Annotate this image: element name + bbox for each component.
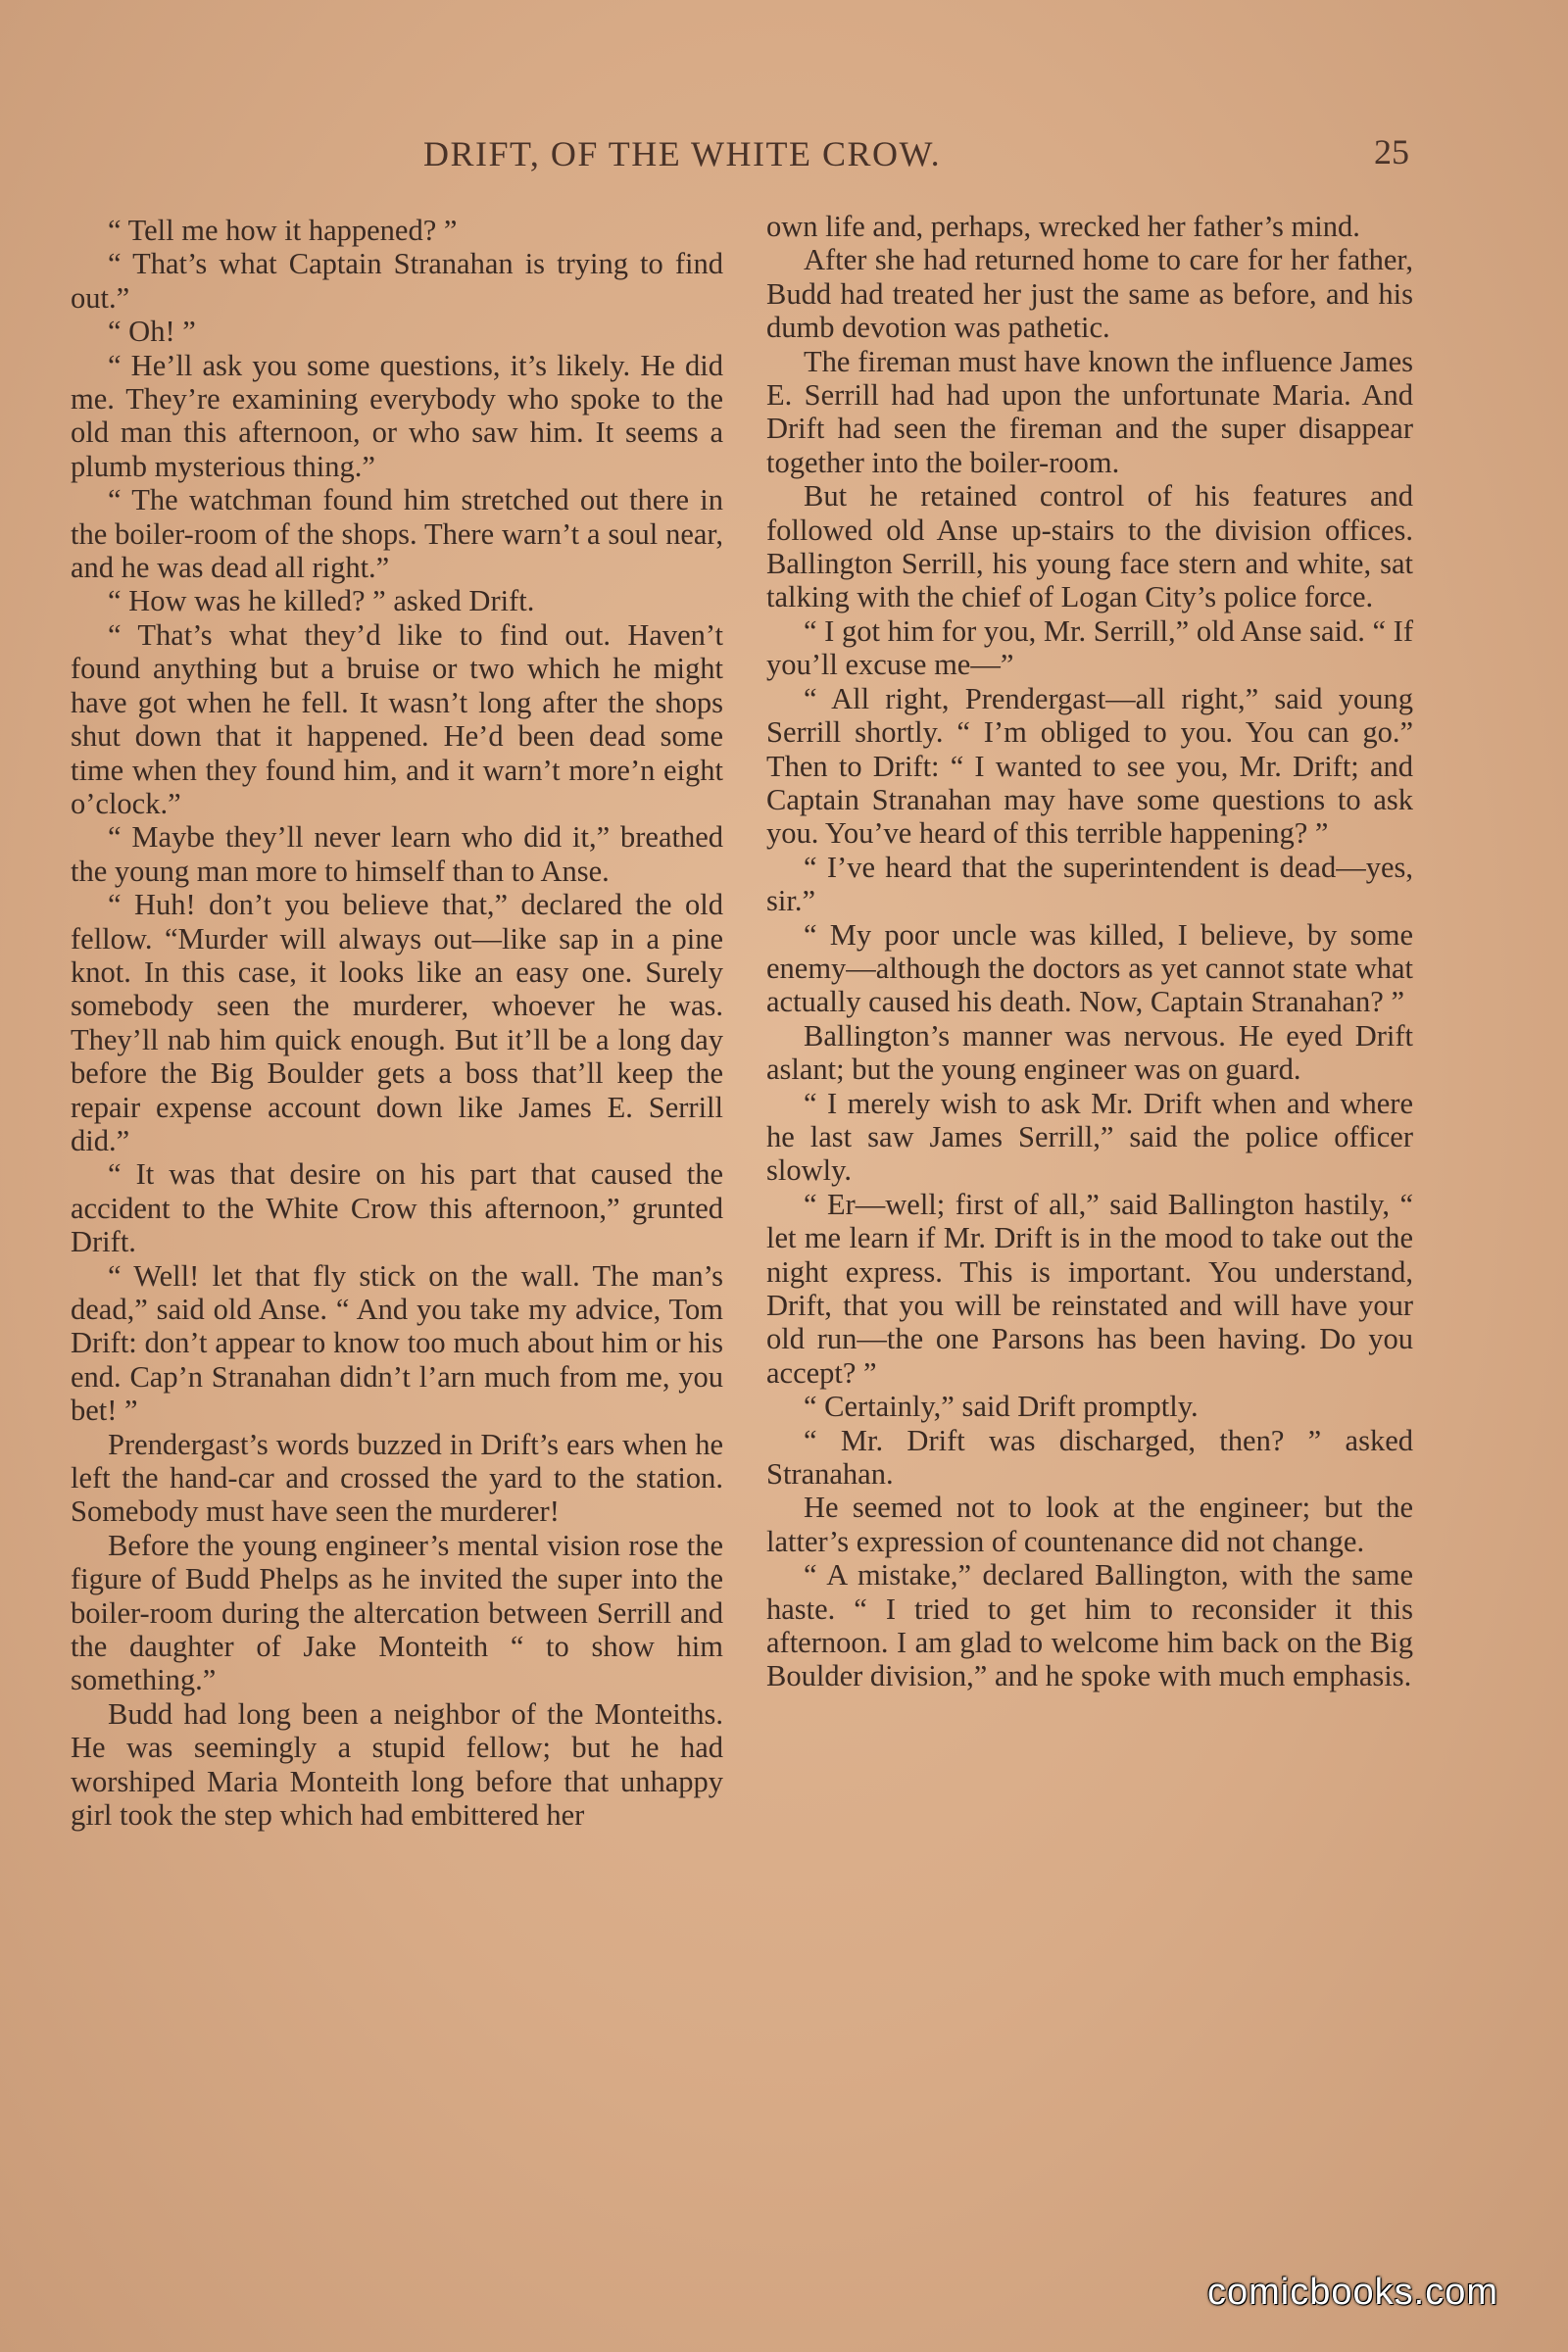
running-header [0, 133, 1568, 182]
paragraph-continued: own life and, perhaps, wrecked her father’s mind. [766, 210, 1360, 243]
right-column [766, 210, 1413, 1693]
paragraph: Ballington’s manner was nervous. He eyed Drift aslant; but the young engineer was on guard. [766, 1018, 1413, 1087]
paragraph: “ Oh! ” [108, 315, 196, 349]
page-number: 25 [1374, 132, 1409, 172]
paragraph: “ That’s what Captain Stranahan is trying to find out.” [71, 247, 723, 315]
paragraph: But he retained control of his features and followed old Anse up-stairs to the division offices. Ballington Serrill, his young face stern and white, sat talking with the chief of Logan City’s police force. [766, 479, 1413, 614]
running-title: DRIFT, OF THE WHITE CROW. [423, 134, 942, 173]
paragraph: “ That’s what they’d like to find out. Haven’t found anything but a bruise or two which he might have got when he fell. It wasn’t long after the shops shut down that it happened. He’d been dead some time when they found him, and it warn’t more’n eight o’clock.” [71, 617, 723, 820]
paragraph: “ I merely wish to ask Mr. Drift when and where he last saw James Serrill,” said the police officer slowly. [766, 1086, 1413, 1188]
paragraph: Before the young engineer’s mental vision rose the figure of Budd Phelps as he invited the super into the boiler-room during the altercation between Serrill and the daughter of Jake Monteith “ to show him something.” [71, 1528, 723, 1697]
paragraph: “ Certainly,” said Drift promptly. [804, 1390, 1199, 1424]
paragraph: He seemed not to look at the engineer; but the latter’s expression of countenance did not change. [766, 1491, 1413, 1558]
paragraph: “ Er—well; first of all,” said Ballington hastily, “ let me learn if Mr. Drift is in the mood to take out the night express. This is important. You understand, Drift, that you will be reinstated and will have your old run—the one Parsons has been having. Do you accept? ” [766, 1187, 1413, 1390]
left-column [71, 214, 723, 1833]
paragraph: “ He’ll ask you some questions, it’s likely. He did me. They’re examining everybody who spoke to the old man this afternoon, or who saw him. It seems a plumb mysterious thing.” [71, 348, 723, 483]
paragraph: “ A mistake,” declared Ballington, with the same haste. “ I tried to get him to reconsider it this afternoon. I am glad to welcome him back on the Big Boulder division,” and he spoke with much emphasis. [766, 1558, 1413, 1693]
paragraph: The fireman must have known the influence James E. Serrill had had upon the unfortunate Maria. And Drift had seen the fireman and the super disappear together into the boiler-room. [766, 344, 1413, 479]
paragraph: Prendergast’s words buzzed in Drift’s ears when he left the hand-car and crossed the yard to the station. Somebody must have seen the murderer! [71, 1427, 723, 1529]
paragraph: “ My poor uncle was killed, I believe, by some enemy—although the doctors as yet cannot state what actually caused his death. Now, Captain Stranahan? ” [766, 917, 1413, 1019]
paragraph: After she had returned home to care for her father, Budd had treated her just the same as before, and his dumb devotion was pathetic. [766, 243, 1413, 345]
paragraph: “ The watchman found him stretched out there in the boiler-room of the shops. There warn’t a soul near, and he was dead all right.” [71, 483, 723, 585]
paragraph: “ Huh! don’t you believe that,” declared the old fellow. “Murder will always out—like sap in a pine knot. In this case, it looks like an easy one. Surely somebody seen the murderer, whoever he was. They’ll nab him quick enough. But it’ll be a long day before the Big Boulder gets a boss that’ll keep the repair expense account down like James E. Serrill did.” [71, 888, 723, 1157]
paragraph: “ Well! let that fly stick on the wall. The man’s dead,” said old Anse. “ And you take my advice, Tom Drift: don’t appear to know too much about him or his end. Cap’n Stranahan didn’t l’arn much from me, you bet! ” [71, 1258, 723, 1428]
paragraph: “ Tell me how it happened? ” [108, 214, 458, 247]
paragraph: “ How was he killed? ” asked Drift. [108, 584, 535, 618]
paragraph: “ I’ve heard that the superintendent is dead—yes, sir.” [766, 850, 1413, 918]
paragraph: “ Mr. Drift was discharged, then? ” asked Stranahan. [766, 1423, 1413, 1492]
paragraph: “ All right, Prendergast—all right,” said young Serrill shortly. “ I’m obliged to you. You can go.” Then to Drift: “ I wanted to see you, Mr. Drift; and Captain Stranahan may have some questions to ask you. You’ve heard of this terrible happening? ” [766, 681, 1413, 851]
watermark-text: comicbooks.com [1207, 2272, 1498, 2313]
paragraph: Budd had long been a neighbor of the Monteiths. He was seemingly a stupid fellow; but he had worshiped Maria Monteith long before that unhappy girl took the step which had embittered her [71, 1696, 723, 1833]
paragraph: “ It was that desire on his part that caused the accident to the White Crow this afternoon,” grunted Drift. [71, 1157, 723, 1259]
paragraph: “ I got him for you, Mr. Serrill,” old Anse said. “ If you’ll excuse me—” [766, 613, 1413, 682]
paragraph: “ Maybe they’ll never learn who did it,” breathed the young man more to himself than to Anse. [71, 820, 723, 888]
